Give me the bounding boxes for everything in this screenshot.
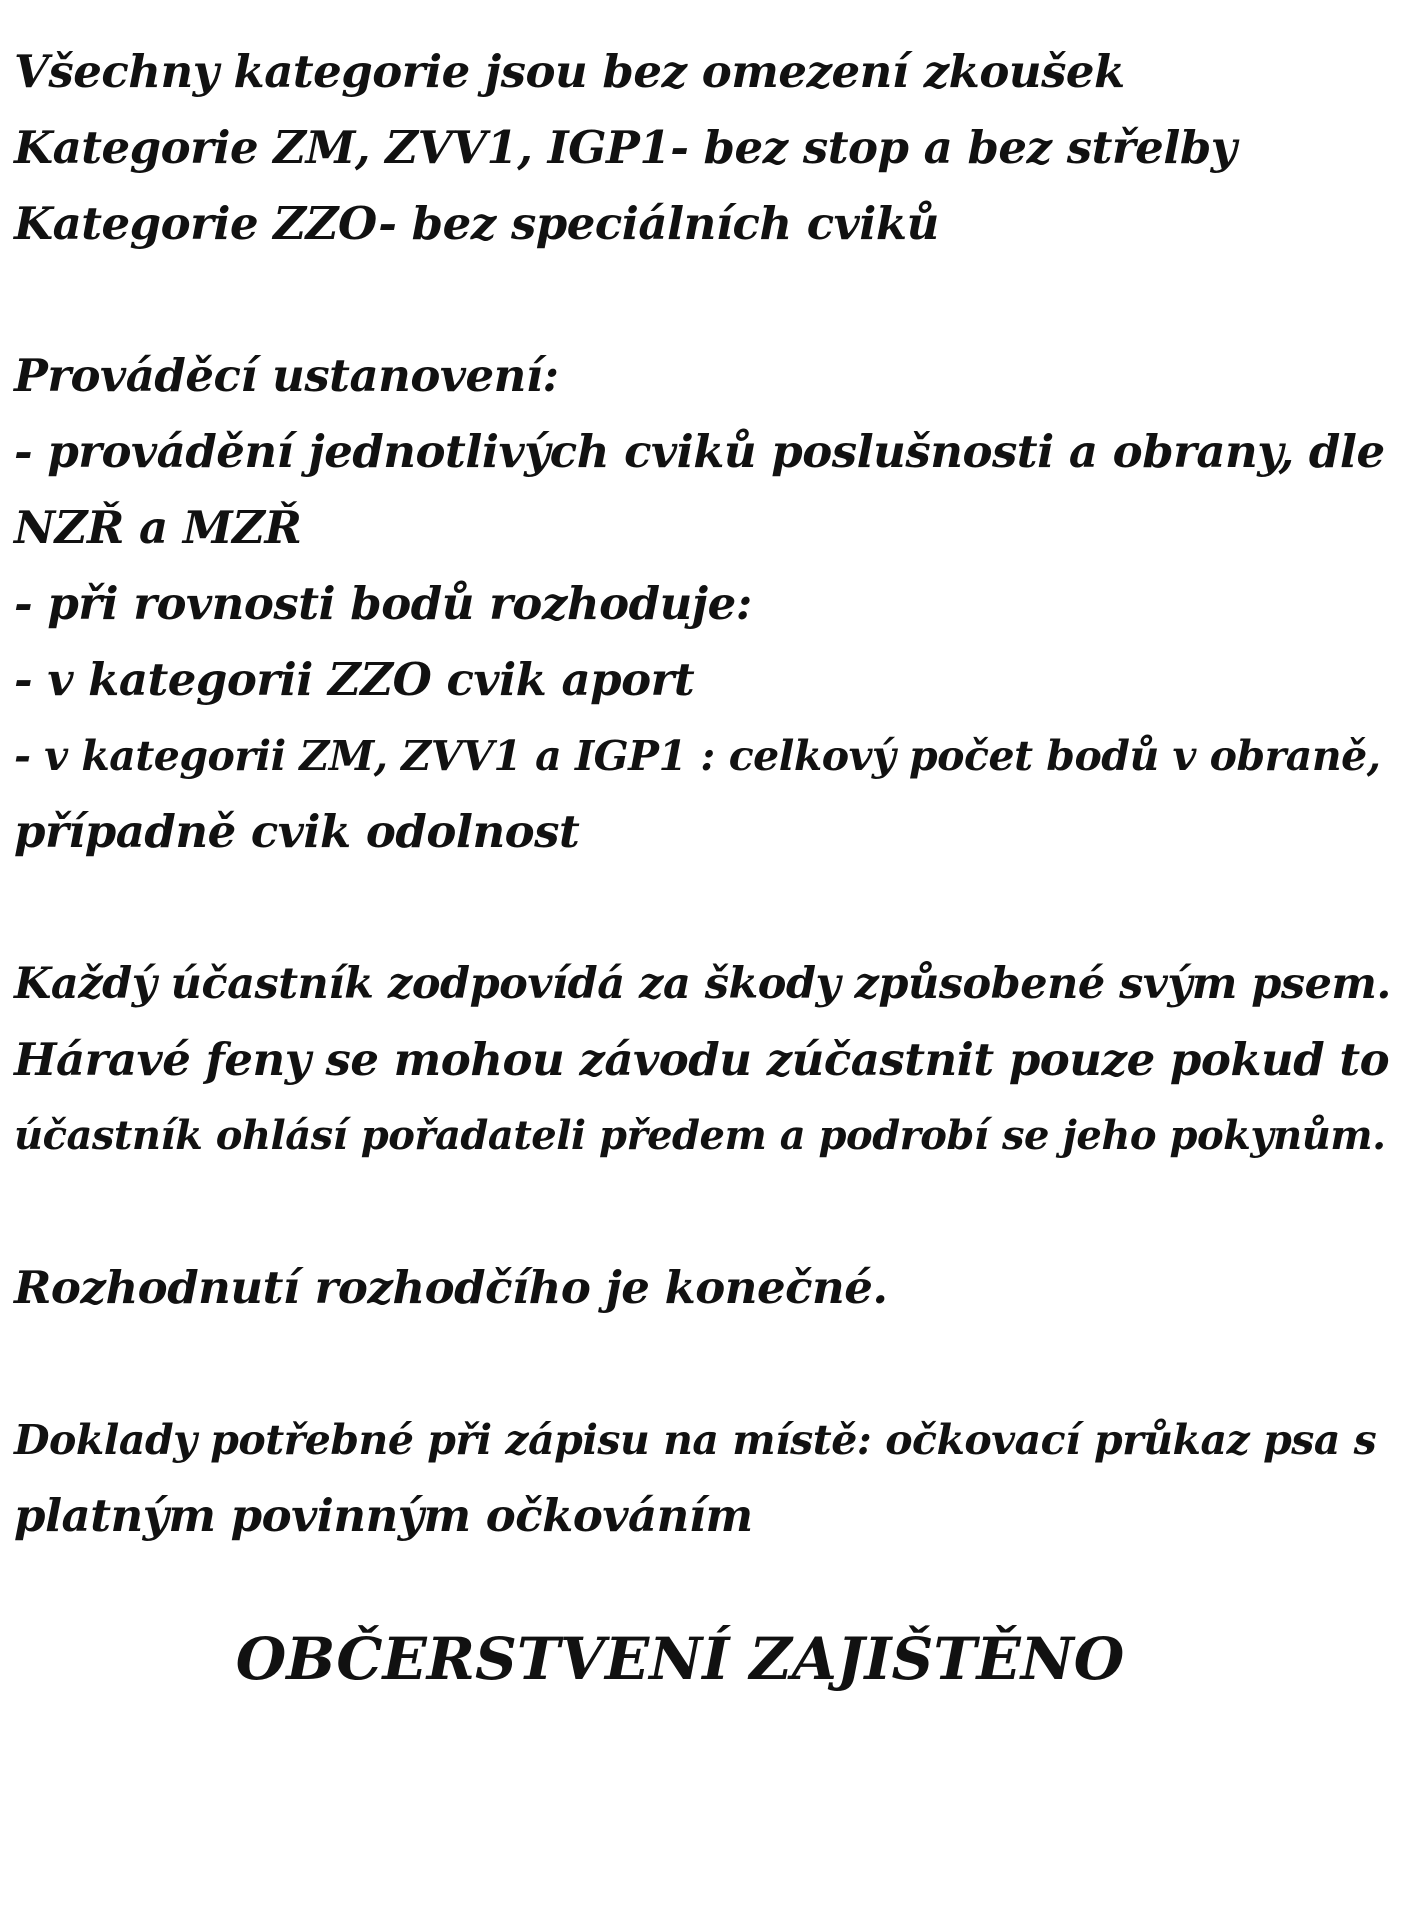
provisions-line: - v kategorii ZM, ZVV1 a IGP1 : celkový počet bodů v obraně, bbox=[14, 732, 1381, 780]
provisions-line: NZŘ a MZŘ bbox=[14, 501, 302, 554]
categories-line-3: Kategorie ZZO- bez speciálních cviků bbox=[14, 197, 939, 250]
provisions-line: případně cvik odolnost bbox=[14, 805, 580, 858]
provisions-heading: Prováděcí ustanovení: bbox=[14, 349, 559, 402]
liability-line: Háravé feny se mohou závodu zúčastnit pouze pokud to bbox=[14, 1033, 1390, 1086]
judge-decision: Rozhodnutí rozhodčího je konečné. bbox=[14, 1261, 888, 1314]
documents-line: platným povinným očkováním bbox=[14, 1489, 753, 1542]
categories-line-2: Kategorie ZM, ZVV1, IGP1- bez stop a bez střelby bbox=[14, 121, 1237, 174]
spacer bbox=[14, 1174, 1394, 1250]
liability-line: Každý účastník zodpovídá za škody způsobené svým psem. bbox=[14, 959, 1391, 1009]
spacer bbox=[14, 262, 1394, 338]
document-body bbox=[14, 34, 1394, 1554]
spacer bbox=[14, 870, 1394, 946]
documents-line: Doklady potřebné při zápisu na místě: očkovací průkaz psa s bbox=[14, 1416, 1377, 1464]
refreshments-announcement: OBČERSTVENÍ ZAJIŠTĚNO bbox=[235, 1625, 1125, 1693]
spacer bbox=[14, 1326, 1394, 1402]
provisions-line: - v kategorii ZZO cvik aport bbox=[14, 653, 695, 706]
provisions-line: - provádění jednotlivých cviků poslušnosti a obrany, dle bbox=[14, 425, 1385, 478]
categories-line-1: Všechny kategorie jsou bez omezení zkoušek bbox=[14, 45, 1125, 98]
provisions-line: - při rovnosti bodů rozhoduje: bbox=[14, 577, 752, 630]
liability-line: účastník ohlásí pořadateli předem a podrobí se jeho pokynům. bbox=[14, 1112, 1386, 1159]
